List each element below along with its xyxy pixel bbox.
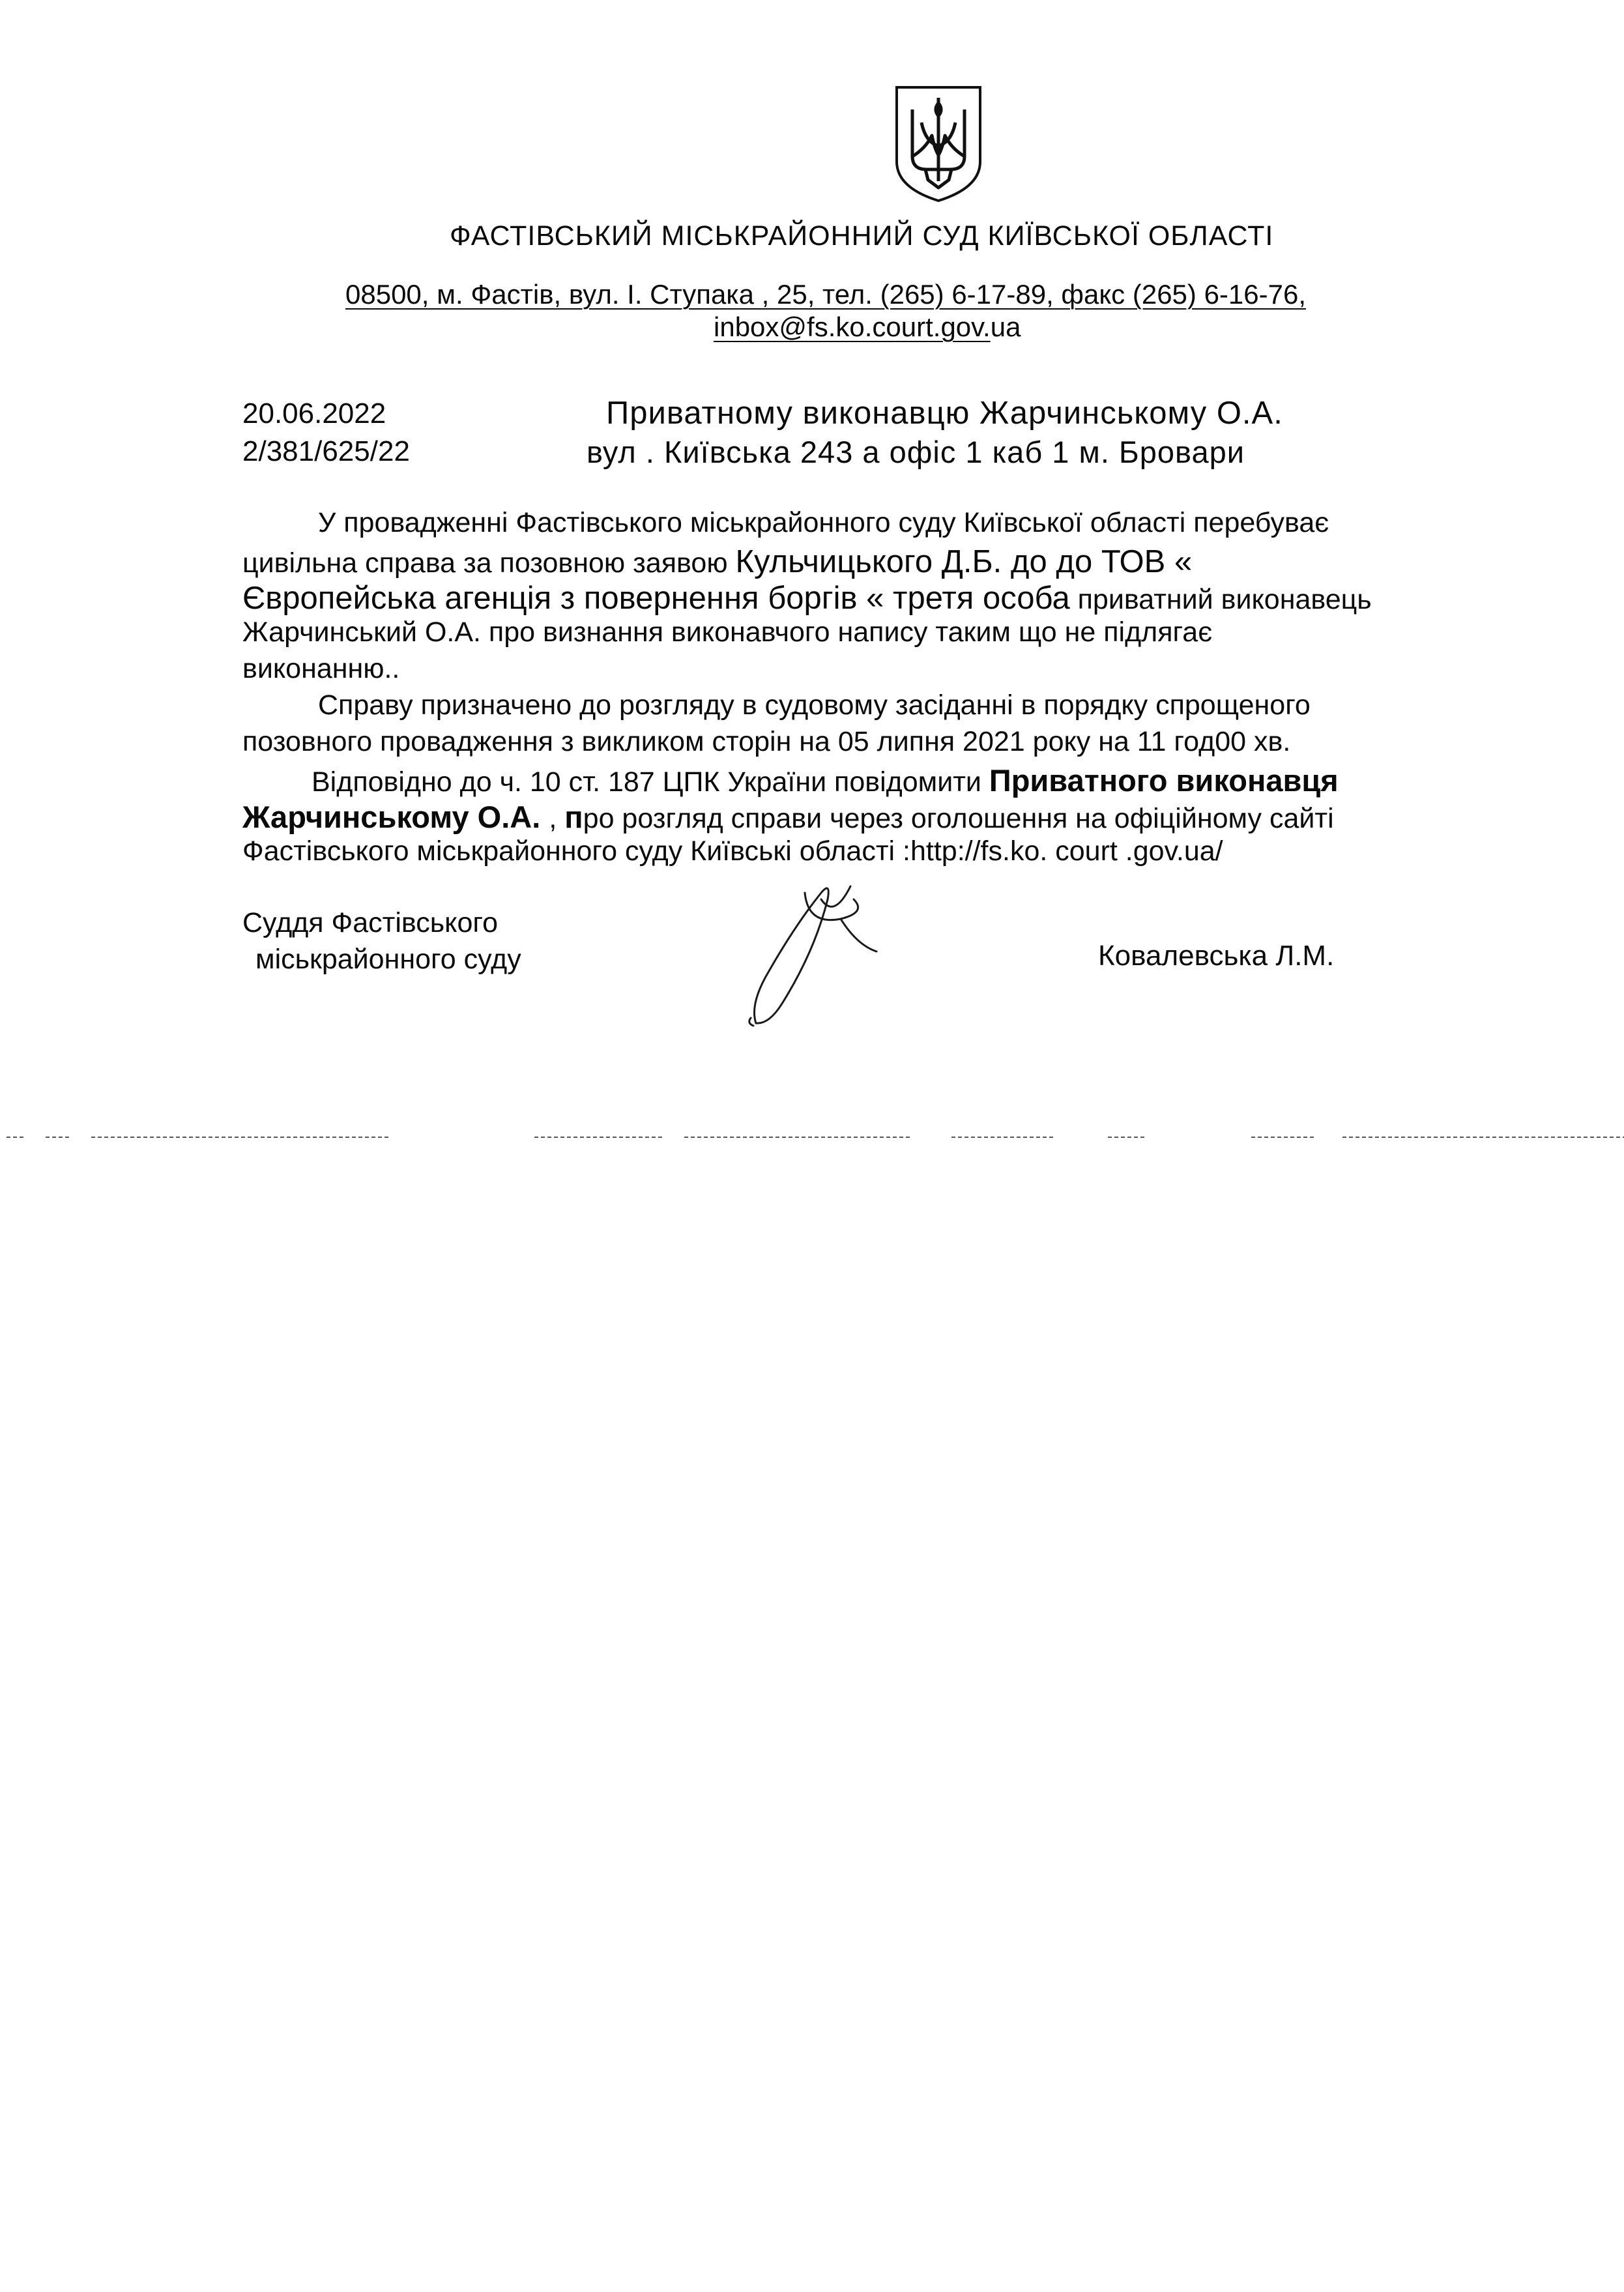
court-name: ФАСТІВСЬКИЙ МІСЬКРАЙОННИЙ СУД КИЇВСЬКОЇ ОБЛАСТІ [450, 220, 1274, 252]
body-line-6: Справу призначено до розгляду в судовому засіданні в порядку спрощеного [318, 689, 1311, 721]
case-reference: 2/381/625/22 [242, 435, 410, 467]
court-email-tail: ua [990, 312, 1021, 342]
body-line-10: Фастівського міськрайонного суду Київські області :http://fs.ko. court .gov.ua/ [242, 835, 1223, 867]
letter-date: 20.06.2022 [242, 398, 386, 429]
body-line-3 [242, 580, 1372, 617]
body-line-7: позовного провадження з викликом сторін на 05 липня 2021 року на 11 год00 хв. [242, 726, 1291, 757]
body-line-2 [242, 544, 1192, 580]
body-line-9 [242, 799, 1334, 835]
body-line-2-text: цивільна справа за позовною заявою [242, 547, 736, 579]
recipient-name: Приватному виконавцю Жарчинському О.А. [606, 396, 1283, 431]
body-line-9-comma: , [549, 803, 565, 834]
defendant-name: Європейська агенція з повернення боргів « [242, 581, 893, 616]
recipient-address: вул . Київська 243 а офіс 1 каб 1 м. Бровари [587, 435, 1245, 469]
body-line-8 [312, 762, 1339, 798]
judge-title-line-2: міськрайонного суду [255, 944, 521, 975]
third-party-text: приватний виконавець [1069, 584, 1372, 615]
handwritten-signature [743, 873, 886, 1030]
body-line-9-text: ро розгляд справи через оголошення на офіційному сайті [583, 803, 1334, 834]
court-address: 08500, м. Фастів, вул. І. Ступака , 25, тел. (265) 6-17-89, факс (265) 6-16-76, [345, 279, 1306, 310]
trident-coat-of-arms-icon [893, 83, 984, 204]
judge-title-line-1: Суддя Фастівського [242, 907, 499, 938]
body-line-8-text: Відповідно до ч. 10 ст. 187 ЦПК України повідомити [312, 766, 989, 798]
body-line-1: У провадженні Фастівського міськрайонного суду Київської області перебуває [318, 507, 1329, 538]
court-email: inbox@fs.ko.court.gov. [714, 312, 991, 342]
notified-party: Приватного виконавця [989, 763, 1339, 798]
notified-party-name: Жарчинському О.А. [242, 800, 549, 834]
third-party-label: третя особа [893, 581, 1070, 616]
judge-name: Ковалевська Л.М. [1098, 940, 1335, 972]
party-names: Кульчицького Д.Б. до до ТОВ « [735, 544, 1193, 579]
court-email-line [714, 312, 1021, 343]
body-line-4: Жарчинський О.А. про визнання виконавчого напису таким що не підлягає [242, 617, 1213, 648]
body-line-9-initial: п [564, 800, 583, 834]
scan-artifact-line [0, 1133, 1624, 1142]
body-line-5: виконанню.. [242, 653, 400, 684]
